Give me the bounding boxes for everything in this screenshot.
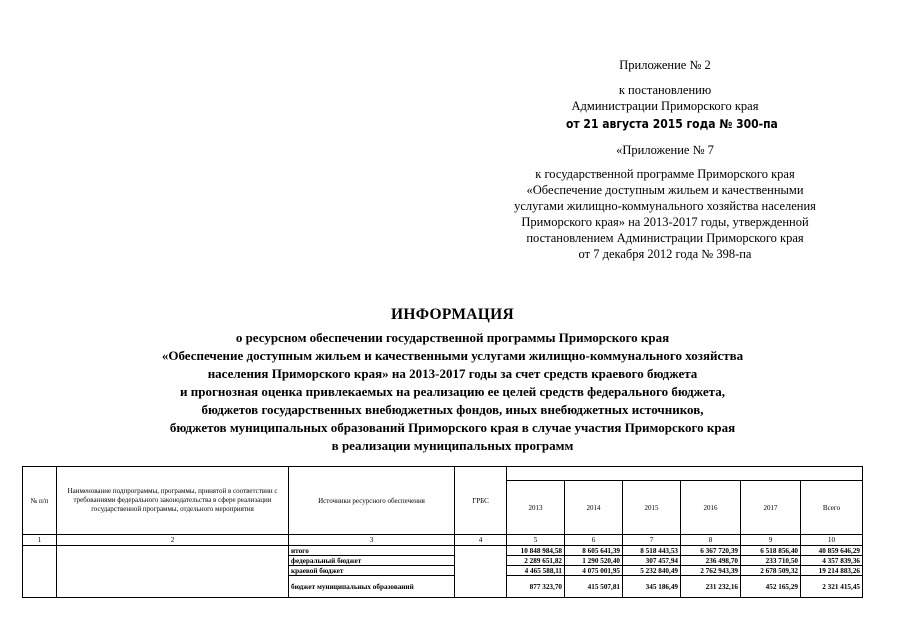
index-cell: 1 (23, 535, 57, 546)
administration: Администрации Приморского края (571, 99, 759, 113)
program-line-2: услугами жилищно-коммунального хозяйства населения (514, 199, 816, 213)
appendix-label: Приложение № 2 (619, 58, 711, 72)
to-resolution: к постановлению (618, 83, 712, 97)
value-cell: 877 323,70 (507, 576, 565, 598)
value-cell: 8 605 641,39 (565, 546, 623, 556)
value-cell: 231 232,16 (681, 576, 741, 598)
header-years-group (507, 467, 863, 481)
title-line-5: бюджетов государственных внебюджетных фондов, иных внебюджетных источников, (201, 402, 704, 417)
header-total: Всего (801, 481, 863, 535)
to-program: к государственной программе Приморского края (535, 167, 795, 181)
row-name-cell (57, 546, 289, 598)
value-cell: 452 165,29 (741, 576, 801, 598)
value-cell: 2 289 651,82 (507, 556, 565, 566)
header-num: № п/п (23, 467, 57, 535)
source-cell: итого (289, 546, 455, 556)
value-cell: 40 859 646,29 (801, 546, 863, 556)
document-title: ИНФОРМАЦИЯ (391, 306, 514, 323)
date-number-stamp: от 21 августа 2015 года № 300-па (566, 117, 778, 131)
value-cell: 6 367 720,39 (681, 546, 741, 556)
value-cell: 10 848 984,58 (507, 546, 565, 556)
index-cell: 2 (57, 535, 289, 546)
value-cell: 2 762 943,39 (681, 566, 741, 576)
header-year: 2014 (565, 481, 623, 535)
value-cell: 345 186,49 (623, 576, 681, 598)
index-cell: 8 (681, 535, 741, 546)
index-row (23, 535, 863, 546)
value-cell: 236 498,70 (681, 556, 741, 566)
title-line-6: бюджетов муниципальных образований Приморского края в случае участия Приморского края (169, 420, 736, 435)
header-source: Источники ресурсного обеспечения (289, 467, 455, 535)
resource-table (22, 466, 863, 598)
header-year: 2013 (507, 481, 565, 535)
program-line-3: Приморского края» на 2013-2017 годы, утвержденной (521, 215, 809, 229)
value-cell: 4 357 839,36 (801, 556, 863, 566)
index-cell: 10 (801, 535, 863, 546)
program-line-5: от 7 декабря 2012 года № 398-па (578, 247, 752, 261)
value-cell: 4 465 588,11 (507, 566, 565, 576)
value-cell: 8 518 443,53 (623, 546, 681, 556)
value-cell: 1 290 520,40 (565, 556, 623, 566)
index-cell: 7 (623, 535, 681, 546)
title-line-7: в реализации муниципальных программ (331, 438, 574, 453)
appendix7-label: «Приложение № 7 (616, 143, 714, 157)
source-cell: краевой бюджет (289, 566, 455, 576)
header-year: 2017 (741, 481, 801, 535)
title-line-3: населения Приморского края» на 2013-2017 годы за счет средств краевого бюджета (207, 366, 698, 381)
header-name: Наименование подпрограммы, программы, принятой в соответствии с требованиями федерального законодательства в сфере реализации государственной программы, отдельного мероприятия (57, 467, 289, 535)
program-line-1: «Обеспечение доступным жильем и качественными (526, 183, 804, 197)
value-cell: 19 214 883,26 (801, 566, 863, 576)
value-cell: 233 710,50 (741, 556, 801, 566)
title-line-1: о ресурсном обеспечении государственной программы Приморского края (235, 330, 670, 345)
header-year: 2015 (623, 481, 681, 535)
title-line-2: «Обеспечение доступным жильем и качественными услугами жилищно-коммунального хозяйства (161, 348, 744, 363)
row-num-cell (23, 546, 57, 598)
source-cell: федеральный бюджет (289, 556, 455, 566)
value-cell: 307 457,94 (623, 556, 681, 566)
header-year: 2016 (681, 481, 741, 535)
value-cell: 2 678 509,32 (741, 566, 801, 576)
index-cell: 9 (741, 535, 801, 546)
table-row (23, 546, 863, 556)
source-cell: бюджет муниципальных образований (289, 576, 455, 598)
value-cell: 6 518 856,40 (741, 546, 801, 556)
header-grbs: ГРБС (455, 467, 507, 535)
value-cell: 2 321 415,45 (801, 576, 863, 598)
grbs-cell (455, 546, 507, 598)
value-cell: 415 507,81 (565, 576, 623, 598)
program-line-4: постановлением Администрации Приморского края (526, 231, 804, 245)
index-cell: 4 (455, 535, 507, 546)
value-cell: 5 232 840,49 (623, 566, 681, 576)
index-cell: 3 (289, 535, 455, 546)
index-cell: 5 (507, 535, 565, 546)
index-cell: 6 (565, 535, 623, 546)
value-cell: 4 075 001,95 (565, 566, 623, 576)
title-line-4: и прогнозная оценка привлекаемых на реализацию ее целей средств федерального бюджета, (180, 384, 725, 399)
